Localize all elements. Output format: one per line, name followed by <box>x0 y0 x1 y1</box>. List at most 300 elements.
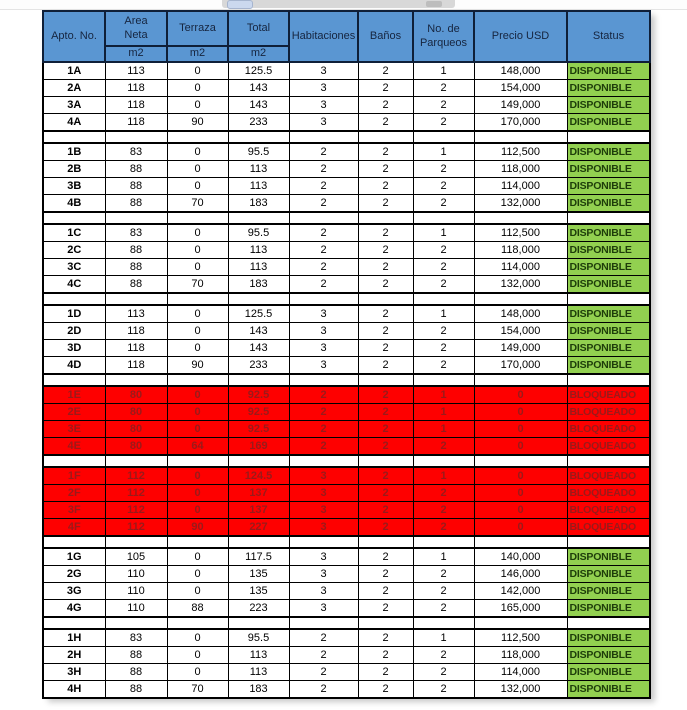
cell-apto: 1B <box>43 143 105 161</box>
table-header <box>43 11 650 62</box>
separator-cell <box>413 617 474 629</box>
cell-parqueos: 1 <box>413 548 474 566</box>
horizontal-scrollbar-track[interactable] <box>222 0 455 8</box>
cell-total: 113 <box>228 242 289 259</box>
col-header-area-neta <box>105 11 167 46</box>
separator-cell <box>167 536 228 548</box>
cell-terraza: 0 <box>167 340 228 357</box>
separator-cell <box>358 212 413 224</box>
cell-apto: 3E <box>43 421 105 438</box>
cell-terraza: 0 <box>167 502 228 519</box>
table-row-1D <box>43 305 650 323</box>
cell-status: DISPONIBLE <box>567 161 650 178</box>
separator-cell <box>567 536 650 548</box>
cell-apto: 4C <box>43 276 105 294</box>
cell-banos: 2 <box>358 224 413 242</box>
cell-area-neta: 88 <box>105 259 167 276</box>
cell-banos: 2 <box>358 467 413 485</box>
cell-parqueos: 2 <box>413 647 474 664</box>
scrollbar-button[interactable] <box>227 0 253 9</box>
table-row-2H <box>43 647 650 664</box>
table-row-3D <box>43 340 650 357</box>
cell-area-neta: 80 <box>105 421 167 438</box>
col-header-status <box>567 11 650 62</box>
cell-parqueos: 2 <box>413 357 474 375</box>
cell-precio: 132,000 <box>474 276 567 294</box>
cell-precio: 146,000 <box>474 566 567 583</box>
separator-cell <box>474 374 567 386</box>
separator-cell <box>567 131 650 143</box>
cell-precio: 148,000 <box>474 305 567 323</box>
separator-cell <box>474 455 567 467</box>
cell-terraza: 0 <box>167 323 228 340</box>
cell-habitaciones: 2 <box>289 276 358 294</box>
cell-precio: 0 <box>474 485 567 502</box>
separator-row <box>43 131 650 143</box>
table-row-1F <box>43 467 650 485</box>
cell-area-neta: 83 <box>105 629 167 647</box>
table-row-3E <box>43 421 650 438</box>
cell-banos: 2 <box>358 357 413 375</box>
table-row-1B <box>43 143 650 161</box>
cell-precio: 0 <box>474 386 567 404</box>
cell-status: DISPONIBLE <box>567 62 650 80</box>
cell-habitaciones: 2 <box>289 421 358 438</box>
cell-habitaciones: 2 <box>289 242 358 259</box>
cell-habitaciones: 3 <box>289 357 358 375</box>
cell-area-neta: 80 <box>105 404 167 421</box>
cell-status: DISPONIBLE <box>567 242 650 259</box>
cell-parqueos: 1 <box>413 404 474 421</box>
cell-habitaciones: 3 <box>289 600 358 618</box>
table-row-2E <box>43 404 650 421</box>
cell-parqueos: 2 <box>413 114 474 132</box>
table-row-2B <box>43 161 650 178</box>
cell-habitaciones: 3 <box>289 583 358 600</box>
cell-habitaciones: 2 <box>289 664 358 681</box>
separator-cell <box>43 536 105 548</box>
cell-parqueos: 2 <box>413 681 474 699</box>
cell-apto: 3D <box>43 340 105 357</box>
cell-status: DISPONIBLE <box>567 114 650 132</box>
subheader-terraza-m2: m2 <box>167 46 228 62</box>
cell-area-neta: 88 <box>105 161 167 178</box>
cell-area-neta: 110 <box>105 583 167 600</box>
separator-cell <box>413 374 474 386</box>
cell-banos: 2 <box>358 583 413 600</box>
cell-area-neta: 88 <box>105 276 167 294</box>
cell-parqueos: 1 <box>413 467 474 485</box>
cell-terraza: 0 <box>167 421 228 438</box>
cell-banos: 2 <box>358 305 413 323</box>
table-row-3B <box>43 178 650 195</box>
table-row-1G <box>43 548 650 566</box>
separator-cell <box>167 212 228 224</box>
cell-area-neta: 112 <box>105 485 167 502</box>
col-header-banos-label: Baños <box>369 29 402 42</box>
cell-terraza: 0 <box>167 97 228 114</box>
scrollbar-thumb[interactable] <box>426 1 442 7</box>
cell-parqueos: 1 <box>413 305 474 323</box>
cell-terraza: 0 <box>167 305 228 323</box>
cell-total: 117.5 <box>228 548 289 566</box>
cell-total: 113 <box>228 647 289 664</box>
separator-cell <box>567 617 650 629</box>
separator-cell <box>43 374 105 386</box>
cell-precio: 142,000 <box>474 583 567 600</box>
cell-apto: 4A <box>43 114 105 132</box>
cell-banos: 2 <box>358 114 413 132</box>
table-body <box>43 62 650 698</box>
separator-cell <box>43 455 105 467</box>
cell-terraza: 0 <box>167 664 228 681</box>
cell-status: DISPONIBLE <box>567 647 650 664</box>
separator-cell <box>289 536 358 548</box>
cell-parqueos: 2 <box>413 438 474 456</box>
separator-cell <box>167 455 228 467</box>
cell-apto: 2A <box>43 80 105 97</box>
cell-precio: 149,000 <box>474 97 567 114</box>
table-row-2C <box>43 242 650 259</box>
table-row-2G <box>43 566 650 583</box>
cell-terraza: 0 <box>167 647 228 664</box>
cell-status: DISPONIBLE <box>567 681 650 699</box>
cell-precio: 154,000 <box>474 323 567 340</box>
cell-area-neta: 83 <box>105 143 167 161</box>
col-header-total-label: Total <box>246 21 271 34</box>
cell-banos: 2 <box>358 161 413 178</box>
cell-habitaciones: 2 <box>289 438 358 456</box>
cell-terraza: 0 <box>167 242 228 259</box>
cell-total: 92.5 <box>228 386 289 404</box>
cell-parqueos: 2 <box>413 161 474 178</box>
cell-status: DISPONIBLE <box>567 80 650 97</box>
cell-habitaciones: 3 <box>289 80 358 97</box>
cell-terraza: 70 <box>167 276 228 294</box>
separator-cell <box>167 131 228 143</box>
cell-status: BLOQUEADO <box>567 438 650 456</box>
cell-habitaciones: 2 <box>289 386 358 404</box>
table-row-4C <box>43 276 650 294</box>
cell-precio: 114,000 <box>474 259 567 276</box>
cell-area-neta: 80 <box>105 386 167 404</box>
cell-apto: 1C <box>43 224 105 242</box>
cell-apto: 4F <box>43 519 105 537</box>
cell-status: BLOQUEADO <box>567 421 650 438</box>
cell-area-neta: 88 <box>105 647 167 664</box>
separator-cell <box>289 212 358 224</box>
cell-precio: 0 <box>474 404 567 421</box>
cell-area-neta: 118 <box>105 357 167 375</box>
cell-status: DISPONIBLE <box>567 97 650 114</box>
table-row-2F <box>43 485 650 502</box>
cell-parqueos: 2 <box>413 519 474 537</box>
separator-cell <box>228 131 289 143</box>
separator-cell <box>413 212 474 224</box>
cell-habitaciones: 3 <box>289 114 358 132</box>
col-header-terraza-label: Terraza <box>179 21 216 34</box>
cell-banos: 2 <box>358 664 413 681</box>
cell-total: 95.5 <box>228 629 289 647</box>
cell-area-neta: 118 <box>105 340 167 357</box>
cell-parqueos: 2 <box>413 276 474 294</box>
cell-habitaciones: 2 <box>289 143 358 161</box>
separator-cell <box>228 617 289 629</box>
separator-cell <box>105 617 167 629</box>
cell-precio: 0 <box>474 502 567 519</box>
cell-total: 95.5 <box>228 143 289 161</box>
cell-habitaciones: 2 <box>289 161 358 178</box>
separator-cell <box>567 455 650 467</box>
cell-apto: 2E <box>43 404 105 421</box>
cell-terraza: 0 <box>167 178 228 195</box>
cell-precio: 118,000 <box>474 647 567 664</box>
separator-cell <box>358 617 413 629</box>
separator-cell <box>567 293 650 305</box>
cell-banos: 2 <box>358 62 413 80</box>
table-row-3H <box>43 664 650 681</box>
cell-banos: 2 <box>358 178 413 195</box>
separator-cell <box>105 536 167 548</box>
cell-apto: 2G <box>43 566 105 583</box>
viewer-top-strip <box>0 0 687 10</box>
cell-status: DISPONIBLE <box>567 305 650 323</box>
cell-total: 125.5 <box>228 62 289 80</box>
separator-cell <box>167 617 228 629</box>
col-header-apto <box>43 11 105 62</box>
col-header-area-neta-label: Area Neta <box>124 15 148 41</box>
cell-area-neta: 105 <box>105 548 167 566</box>
cell-precio: 165,000 <box>474 600 567 618</box>
cell-parqueos: 2 <box>413 259 474 276</box>
cell-banos: 2 <box>358 80 413 97</box>
cell-banos: 2 <box>358 681 413 699</box>
cell-parqueos: 2 <box>413 97 474 114</box>
cell-habitaciones: 3 <box>289 323 358 340</box>
cell-habitaciones: 2 <box>289 681 358 699</box>
cell-area-neta: 80 <box>105 438 167 456</box>
separator-cell <box>567 212 650 224</box>
cell-area-neta: 112 <box>105 502 167 519</box>
cell-apto: 1F <box>43 467 105 485</box>
cell-parqueos: 1 <box>413 386 474 404</box>
cell-terraza: 0 <box>167 404 228 421</box>
separator-cell <box>289 455 358 467</box>
cell-total: 113 <box>228 161 289 178</box>
cell-terraza: 64 <box>167 438 228 456</box>
cell-apto: 4E <box>43 438 105 456</box>
cell-area-neta: 113 <box>105 62 167 80</box>
col-header-status-label: Status <box>592 29 625 42</box>
separator-cell <box>167 374 228 386</box>
cell-apto: 1D <box>43 305 105 323</box>
cell-status: BLOQUEADO <box>567 386 650 404</box>
table-row-1E <box>43 386 650 404</box>
cell-banos: 2 <box>358 259 413 276</box>
cell-habitaciones: 2 <box>289 629 358 647</box>
separator-cell <box>105 455 167 467</box>
cell-area-neta: 118 <box>105 97 167 114</box>
cell-habitaciones: 2 <box>289 259 358 276</box>
cell-apto: 4G <box>43 600 105 618</box>
cell-apto: 1E <box>43 386 105 404</box>
cell-total: 113 <box>228 178 289 195</box>
separator-cell <box>413 536 474 548</box>
cell-habitaciones: 2 <box>289 224 358 242</box>
cell-precio: 0 <box>474 438 567 456</box>
table-row-4F <box>43 519 650 537</box>
separator-cell <box>474 131 567 143</box>
cell-area-neta: 88 <box>105 195 167 213</box>
cell-total: 125.5 <box>228 305 289 323</box>
col-header-habitaciones-label: Habitaciones <box>291 29 356 42</box>
separator-row <box>43 374 650 386</box>
cell-total: 227 <box>228 519 289 537</box>
cell-precio: 112,500 <box>474 629 567 647</box>
cell-parqueos: 2 <box>413 323 474 340</box>
col-header-precio <box>474 11 567 62</box>
cell-total: 143 <box>228 97 289 114</box>
cell-apto: 3G <box>43 583 105 600</box>
cell-total: 183 <box>228 195 289 213</box>
cell-precio: 132,000 <box>474 681 567 699</box>
cell-banos: 2 <box>358 386 413 404</box>
cell-banos: 2 <box>358 629 413 647</box>
cell-status: BLOQUEADO <box>567 502 650 519</box>
cell-banos: 2 <box>358 276 413 294</box>
cell-terraza: 0 <box>167 161 228 178</box>
cell-area-neta: 112 <box>105 519 167 537</box>
cell-habitaciones: 3 <box>289 340 358 357</box>
separator-cell <box>289 617 358 629</box>
cell-area-neta: 83 <box>105 224 167 242</box>
cell-status: DISPONIBLE <box>567 143 650 161</box>
cell-terraza: 0 <box>167 629 228 647</box>
separator-cell <box>289 374 358 386</box>
cell-apto: 1G <box>43 548 105 566</box>
cell-terraza: 88 <box>167 600 228 618</box>
cell-area-neta: 110 <box>105 566 167 583</box>
cell-precio: 170,000 <box>474 357 567 375</box>
cell-banos: 2 <box>358 340 413 357</box>
cell-habitaciones: 3 <box>289 566 358 583</box>
cell-apto: 2B <box>43 161 105 178</box>
cell-status: BLOQUEADO <box>567 467 650 485</box>
cell-banos: 2 <box>358 502 413 519</box>
cell-habitaciones: 2 <box>289 195 358 213</box>
separator-cell <box>358 455 413 467</box>
cell-parqueos: 2 <box>413 502 474 519</box>
separator-cell <box>43 293 105 305</box>
cell-habitaciones: 3 <box>289 62 358 80</box>
cell-habitaciones: 2 <box>289 647 358 664</box>
cell-parqueos: 2 <box>413 80 474 97</box>
cell-status: DISPONIBLE <box>567 224 650 242</box>
col-header-terraza <box>167 11 228 46</box>
cell-precio: 148,000 <box>474 62 567 80</box>
cell-precio: 149,000 <box>474 340 567 357</box>
cell-terraza: 0 <box>167 485 228 502</box>
cell-total: 95.5 <box>228 224 289 242</box>
cell-terraza: 0 <box>167 62 228 80</box>
separator-cell <box>474 293 567 305</box>
cell-banos: 2 <box>358 548 413 566</box>
cell-habitaciones: 3 <box>289 502 358 519</box>
cell-apto: 3A <box>43 97 105 114</box>
cell-precio: 0 <box>474 467 567 485</box>
cell-total: 143 <box>228 340 289 357</box>
separator-cell <box>289 131 358 143</box>
table-row-1A <box>43 62 650 80</box>
cell-banos: 2 <box>358 485 413 502</box>
cell-total: 183 <box>228 681 289 699</box>
cell-habitaciones: 3 <box>289 485 358 502</box>
cell-apto: 2C <box>43 242 105 259</box>
separator-cell <box>105 212 167 224</box>
cell-area-neta: 88 <box>105 664 167 681</box>
cell-total: 135 <box>228 566 289 583</box>
cell-total: 223 <box>228 600 289 618</box>
cell-total: 233 <box>228 357 289 375</box>
cell-parqueos: 2 <box>413 664 474 681</box>
separator-cell <box>358 293 413 305</box>
cell-status: DISPONIBLE <box>567 566 650 583</box>
cell-habitaciones: 3 <box>289 97 358 114</box>
cell-precio: 114,000 <box>474 178 567 195</box>
separator-cell <box>43 212 105 224</box>
separator-cell <box>228 455 289 467</box>
cell-status: DISPONIBLE <box>567 276 650 294</box>
cell-apto: 2H <box>43 647 105 664</box>
cell-terraza: 0 <box>167 386 228 404</box>
cell-terraza: 70 <box>167 681 228 699</box>
separator-row <box>43 536 650 548</box>
table-row-4D <box>43 357 650 375</box>
cell-parqueos: 1 <box>413 629 474 647</box>
separator-cell <box>358 536 413 548</box>
cell-apto: 4H <box>43 681 105 699</box>
cell-banos: 2 <box>358 404 413 421</box>
cell-total: 92.5 <box>228 404 289 421</box>
cell-apto: 1A <box>43 62 105 80</box>
cell-apto: 4D <box>43 357 105 375</box>
cell-banos: 2 <box>358 647 413 664</box>
table-row-3C <box>43 259 650 276</box>
separator-row <box>43 455 650 467</box>
separator-cell <box>105 293 167 305</box>
cell-area-neta: 110 <box>105 600 167 618</box>
table-row-1H <box>43 629 650 647</box>
cell-habitaciones: 3 <box>289 467 358 485</box>
cell-precio: 170,000 <box>474 114 567 132</box>
cell-area-neta: 118 <box>105 323 167 340</box>
separator-cell <box>105 131 167 143</box>
cell-parqueos: 1 <box>413 421 474 438</box>
cell-status: DISPONIBLE <box>567 323 650 340</box>
cell-area-neta: 112 <box>105 467 167 485</box>
table-row-2A <box>43 80 650 97</box>
separator-cell <box>474 617 567 629</box>
table-row-4H <box>43 681 650 699</box>
cell-apto: 2D <box>43 323 105 340</box>
cell-precio: 112,500 <box>474 224 567 242</box>
cell-precio: 118,000 <box>474 161 567 178</box>
cell-parqueos: 1 <box>413 62 474 80</box>
cell-terraza: 0 <box>167 259 228 276</box>
cell-total: 92.5 <box>228 421 289 438</box>
cell-apto: 3H <box>43 664 105 681</box>
cell-banos: 2 <box>358 519 413 537</box>
